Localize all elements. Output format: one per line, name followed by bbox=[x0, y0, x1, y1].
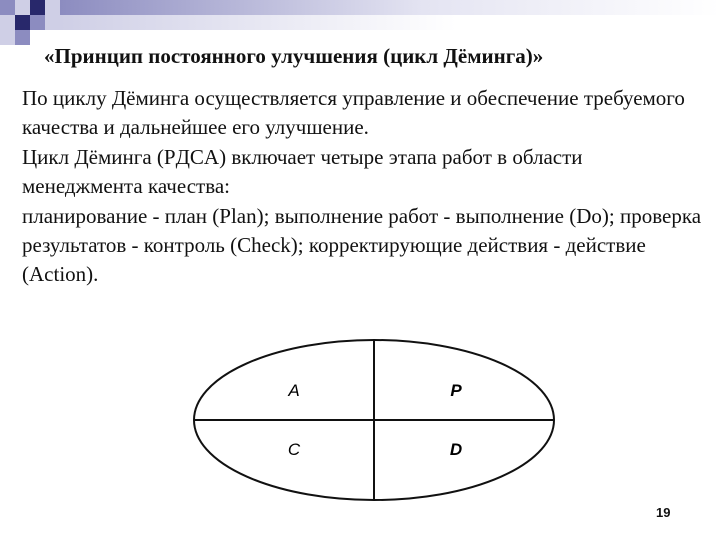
quadrant-label-top-right: P bbox=[450, 381, 462, 400]
page-number: 19 bbox=[656, 505, 671, 520]
paragraph: планирование - план (Plan); выполнение работ - выполнение (Do); проверка результатов - контроль (Check); корректирующие действия - действие (Action). bbox=[22, 204, 702, 286]
quadrant-label-bottom-right: D bbox=[449, 440, 463, 459]
paragraph: Цикл Дёминга (PДCA) включает четыре этапа работ в области менеджмента качества: bbox=[22, 145, 583, 198]
quadrant-label-bottom-left: C bbox=[287, 440, 301, 459]
quadrant-label-top-left: A bbox=[288, 381, 300, 400]
slide-title: «Принцип постоянного улучшения (цикл Дёминга)» bbox=[44, 44, 544, 68]
paragraph: По циклу Дёминга осуществляется управление и обеспечение требуемого качества и дальнейшее его улучшение. bbox=[22, 86, 685, 139]
